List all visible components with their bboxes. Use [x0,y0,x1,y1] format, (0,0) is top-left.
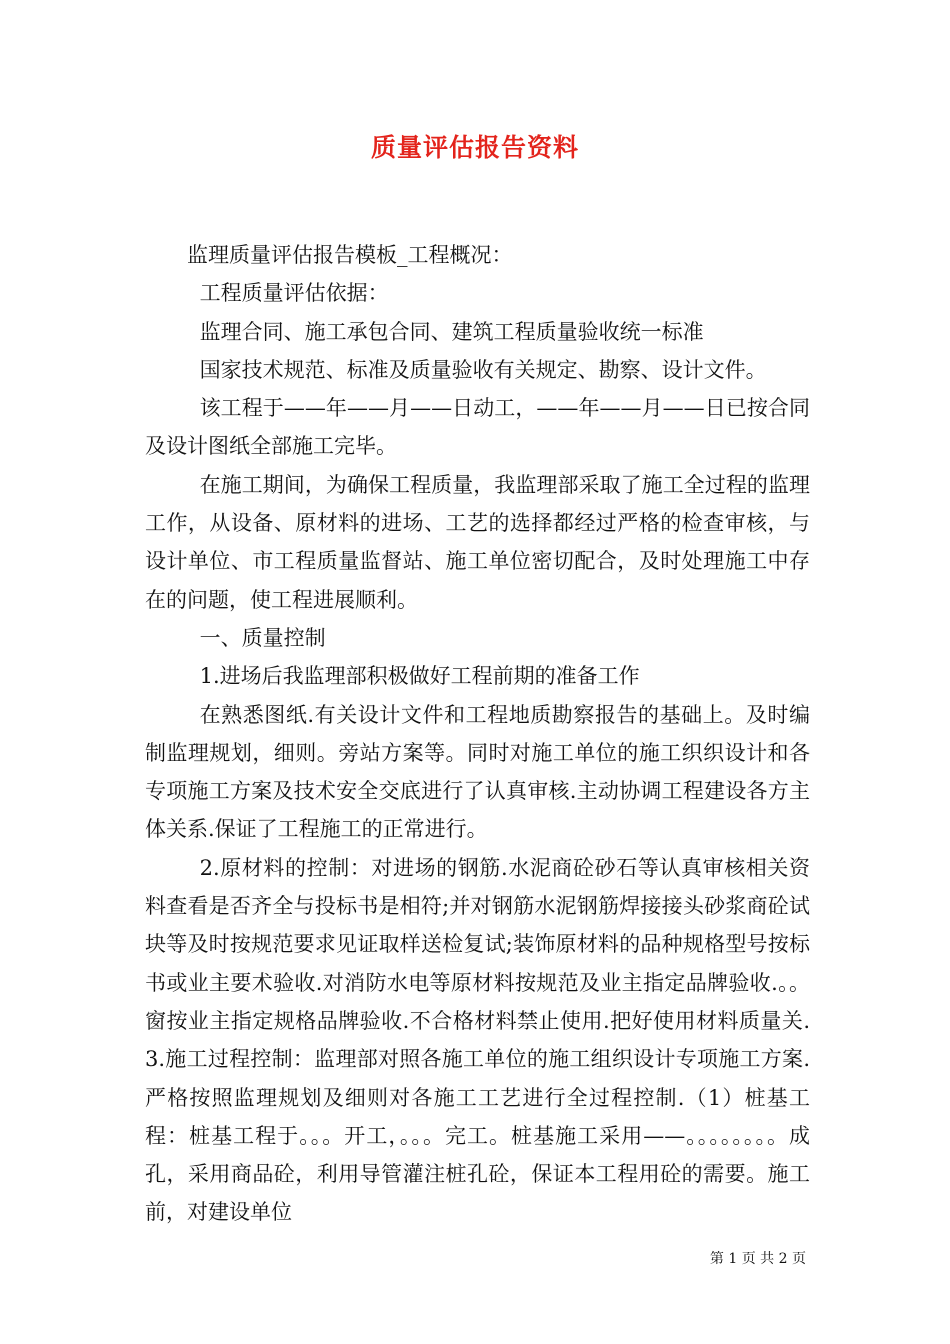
document-title: 质量评估报告资料 [370,133,579,162]
paragraph-basis-heading: 工程质量评估依据： [199,281,389,306]
paragraph-preparation-heading: 1.进场后我监理部积极做好工程前期的准备工作 [199,664,640,689]
paragraph-preparation: 在熟悉图纸.有关设计文件和工程地质勘察报告的基础上。及时编制监理规划，细则。旁站方案等。同时对施工单位的施工织织设计和各专项施工方案及技术安全交底进行了认真审核.主动协调工程建设各方主体关系.保证了工程施工的正常进行。 [145,702,810,842]
page-number-footer: 第 1 页 共 2 页 [709,1251,806,1267]
paragraph-materials-control: 2.原材料的控制：对进场的钢筋.水泥商砼砂石等认真审核相关资料查看是否齐全与投标书是相符;并对钢筋水泥钢筋焊接接头砂浆商砼试块等及时按规范要求见证取样送检复试;装饰原材料的品种规格型号按标书或业主要术验收.对消防水电等原材料按规范及业主指定品牌验收.。。窗按业主指定规格品牌验收.不合格材料禁止使用.把好使用材料质量关.3.施工过程控制：监理部对照各施工单位的施工组织设计专项施工方案.严格按照监理规划及细则对各施工工艺进行全过程控制.（1）桩基工程：桩基工程于。。。开工，。。。完工。桩基施工采用——。。。。。。。。成孔，采用商品砼，利用导管灌注桩孔砼，保证本工程用砼的需要。施工前，对建设单位 [145,855,810,1225]
paragraph-contracts: 监理合同、施工承包合同、建筑工程质量验收统一标准 [199,319,704,344]
section-heading-quality-control: 一、质量控制 [199,625,326,650]
paragraph-supervision: 在施工期间，为确保工程质量，我监理部采取了施工全过程的监理工作，从设备、原材料的进场、工艺的选择都经过严格的检查审核，与设计单位、市工程质量监督站、施工单位密切配合，及时处理施工中存在的问题，使工程进展顺利。 [145,472,810,612]
document-body [145,236,810,1232]
paragraph-schedule: 该工程于——年——月——日动工，——年——月——日已按合同及设计图纸全部施工完毕。 [145,396,810,459]
paragraph-overview: 监理质量评估报告模板_工程概况： [187,243,513,267]
paragraph-standards: 国家技术规范、标准及质量验收有关规定、勘察、设计文件。 [199,357,767,382]
